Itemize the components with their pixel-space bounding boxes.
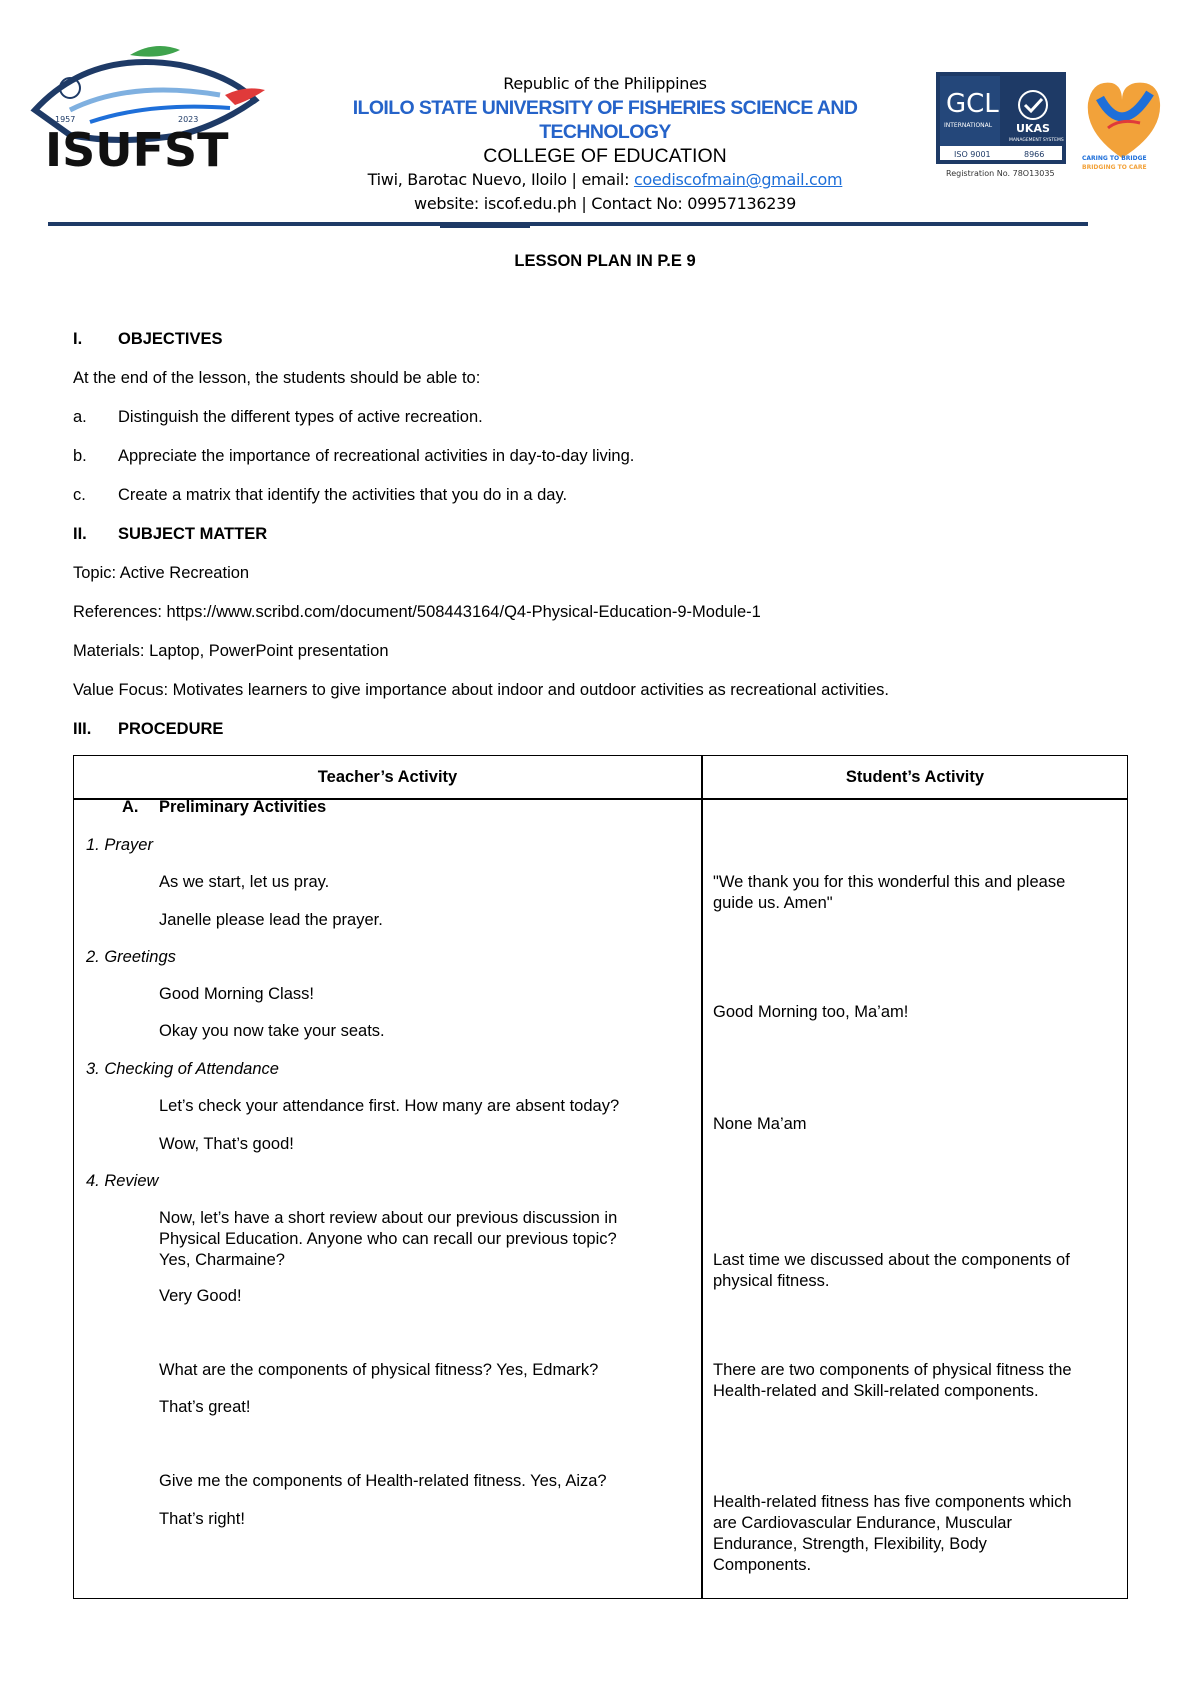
university-name: ILOILO STATE UNIVERSITY OF FISHERIES SCIENCE AND TECHNOLOGY — [352, 97, 858, 143]
student-line: guide us. Amen" — [713, 894, 833, 912]
isufst-logo — [30, 40, 270, 175]
student-line: There are two components of physical fitness the — [713, 1361, 1072, 1379]
table-column-divider — [701, 756, 703, 1598]
republic-line: Republic of the Philippines — [503, 74, 707, 93]
topic-line: Topic: Active Recreation — [73, 564, 250, 582]
procedure-heading: III. PROCEDURE — [73, 720, 224, 738]
student-line: Good Morning too, Ma’am! — [713, 1003, 909, 1021]
procedure-table — [73, 755, 1128, 1599]
teacher-line: Okay you now take your seats. — [159, 1022, 385, 1040]
objective-item: b. Appreciate the importance of recreational activities in day-to-day living. — [73, 447, 635, 465]
student-line: Last time we discussed about the components of — [713, 1251, 1070, 1269]
address-text: Tiwi, Barotac Nuevo, Iloilo | email: — [367, 170, 634, 189]
student-line: Components. — [713, 1556, 812, 1574]
svg-text:ISO 9001: ISO 9001 — [954, 150, 991, 159]
teacher-line: Good Morning Class! — [159, 985, 314, 1003]
student-line: Health-related fitness has five components which — [713, 1493, 1072, 1511]
svg-text:2023: 2023 — [178, 115, 199, 124]
teacher-activity-header: Teacher’s Activity — [317, 768, 458, 786]
iso-certification-badge — [936, 72, 1071, 182]
objectives-heading: I. OBJECTIVES — [73, 330, 223, 348]
svg-text:BRIDGING TO CARE: BRIDGING TO CARE — [1082, 164, 1147, 171]
website-line: website: iscof.edu.ph | Contact No: 09957136239 — [414, 194, 796, 213]
email-link[interactable]: coediscofmain@gmail.com — [633, 170, 843, 189]
header-divider-accent — [440, 226, 530, 228]
caring-logo — [1080, 68, 1165, 178]
svg-text:INTERNATIONAL: INTERNATIONAL — [944, 122, 993, 129]
teacher-line: As we start, let us pray. — [159, 873, 330, 891]
teacher-line: Let’s check your attendance first. How many are absent today? — [159, 1097, 620, 1115]
subject-matter-heading: II. SUBJECT MATTER — [73, 525, 268, 543]
header-text-block — [300, 72, 910, 216]
address-line — [300, 168, 910, 192]
teacher-line: Give me the components of Health-related fitness. Yes, Aiza? — [159, 1472, 607, 1490]
svg-text:ISUFST: ISUFST — [45, 123, 229, 175]
student-line: are Cardiovascular Endurance, Muscular — [713, 1514, 1012, 1532]
header-divider — [48, 222, 1088, 226]
student-line: "We thank you for this wonderful this and please — [713, 873, 1066, 891]
student-line: physical fitness. — [713, 1272, 830, 1290]
teacher-line: Janelle please lead the prayer. — [159, 911, 383, 929]
svg-text:CARING TO BRIDGE: CARING TO BRIDGE — [1082, 155, 1147, 162]
svg-text:MANAGEMENT SYSTEMS: MANAGEMENT SYSTEMS — [1009, 138, 1064, 143]
student-line: None Ma’am — [713, 1115, 807, 1133]
prayer-subheading: 1. Prayer — [86, 836, 153, 854]
teacher-line: Now, let’s have a short review about our previous discussion in — [159, 1209, 618, 1227]
objectives-intro: At the end of the lesson, the students should be able to: — [73, 369, 481, 387]
preliminary-activities-heading: A. Preliminary Activities — [122, 798, 327, 816]
student-line: Endurance, Strength, Flexibility, Body — [713, 1535, 987, 1553]
svg-text:UKAS: UKAS — [1016, 122, 1050, 135]
review-subheading: 4. Review — [86, 1172, 159, 1190]
materials-line: Materials: Laptop, PowerPoint presentation — [73, 642, 389, 660]
teacher-line: What are the components of physical fitness? Yes, Edmark? — [159, 1361, 599, 1379]
svg-text:GCL: GCL — [946, 89, 999, 119]
student-activity-header: Student’s Activity — [845, 768, 985, 786]
svg-text:1957: 1957 — [55, 115, 76, 124]
teacher-line: Wow, That’s good! — [159, 1135, 294, 1153]
references-line: References: https://www.scribd.com/document/508443164/Q4-Physical-Education-9-Module-1 — [73, 603, 761, 621]
svg-text:8966: 8966 — [1024, 150, 1045, 159]
teacher-line: That’s great! — [159, 1398, 251, 1416]
teacher-line: Very Good! — [159, 1287, 242, 1305]
student-line: Health-related and Skill-related components. — [713, 1382, 1039, 1400]
teacher-line: Yes, Charmaine? — [159, 1251, 285, 1269]
teacher-line: That’s right! — [159, 1510, 245, 1528]
college-name: COLLEGE OF EDUCATION — [483, 145, 727, 167]
document-title: LESSON PLAN IN P.E 9 — [514, 252, 696, 270]
teacher-line: Physical Education. Anyone who can recall our previous topic? — [159, 1230, 617, 1248]
svg-text:Registration No. 78O13035: Registration No. 78O13035 — [946, 169, 1055, 178]
greetings-subheading: 2. Greetings — [86, 948, 176, 966]
objective-item: a. Distinguish the different types of active recreation. — [73, 408, 483, 426]
value-focus-line: Value Focus: Motivates learners to give importance about indoor and outdoor activities as recreational activities. — [73, 681, 889, 699]
objective-item: c. Create a matrix that identify the activities that you do in a day. — [73, 486, 568, 504]
attendance-subheading: 3. Checking of Attendance — [86, 1060, 279, 1078]
